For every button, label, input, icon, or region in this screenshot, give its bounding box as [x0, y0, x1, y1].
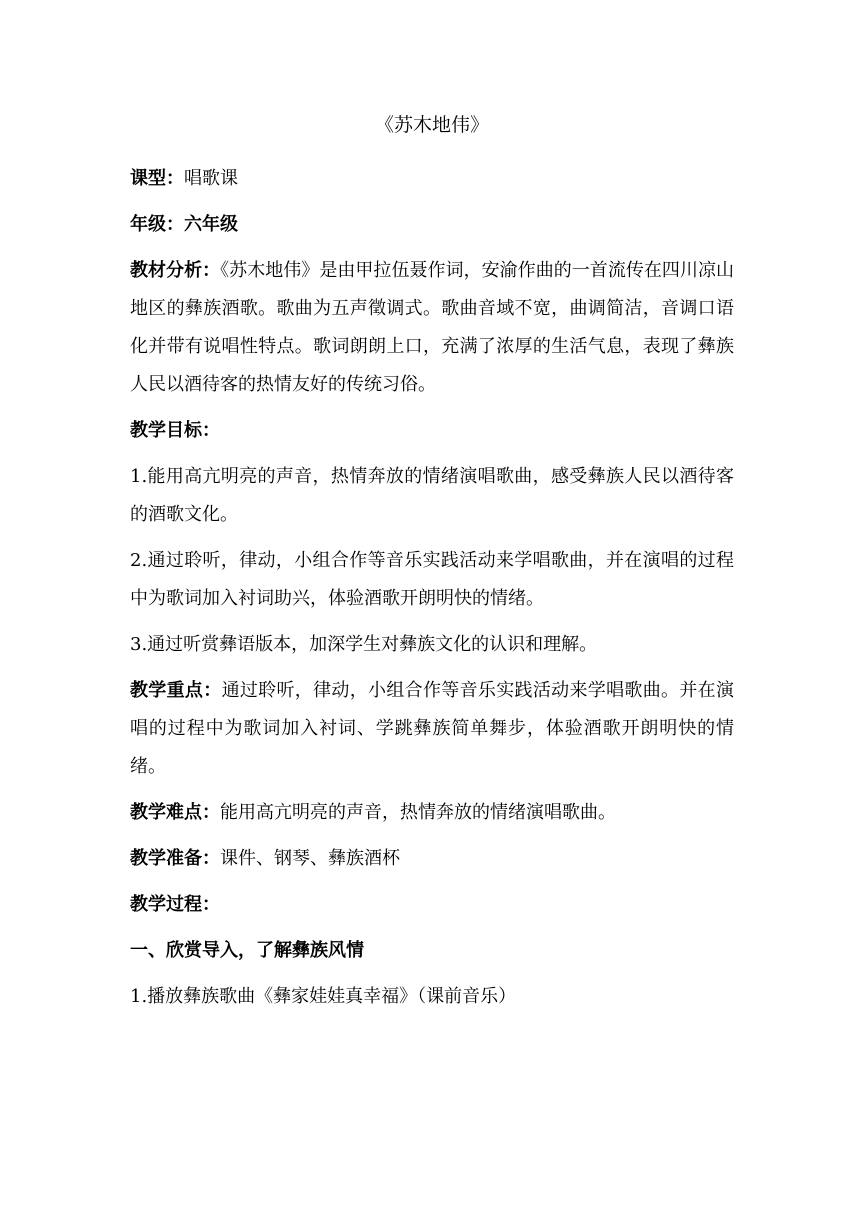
lesson-type-value: 唱歌课 — [184, 168, 238, 189]
section1-heading: 一、欣赏导入，了解彝族风情 — [130, 940, 364, 961]
difficulties-text: 能用高亢明亮的声音，热情奔放的情绪演唱歌曲。 — [220, 802, 616, 823]
document-title: 《苏木地伟》 — [374, 114, 489, 136]
analysis-paragraph — [130, 252, 734, 404]
preparation-text: 课件、钢琴、彝族酒杯 — [220, 848, 400, 869]
objectives-heading — [130, 412, 734, 450]
difficulties-paragraph — [130, 794, 734, 832]
key-points-label: 教学重点： — [130, 680, 222, 701]
grade-label: 年级： — [130, 214, 184, 235]
analysis-label: 教材分析： — [130, 260, 221, 281]
grade-line — [130, 206, 734, 244]
objective-item: 1.能用高亢明亮的声音，热情奔放的情绪演唱歌曲，感受彝族人民以酒待客的酒歌文化。 — [130, 466, 734, 525]
preparation-label: 教学准备： — [130, 848, 220, 869]
section1-item: 1.播放彝族歌曲《彝家娃娃真幸福》（课前音乐） — [130, 986, 517, 1007]
lesson-type-label: 课型： — [130, 168, 184, 189]
lesson-type-line — [130, 160, 734, 198]
grade-value: 六年级 — [184, 214, 238, 235]
process-heading — [130, 886, 734, 924]
objective-item: 3.通过听赏彝语版本，加深学生对彝族文化的认识和理解。 — [130, 634, 598, 655]
key-points-paragraph — [130, 672, 734, 786]
document-page — [130, 110, 734, 1024]
process-label: 教学过程： — [130, 894, 220, 915]
key-points-text: 通过聆听，律动，小组合作等音乐实践活动来学唱歌曲。并在演唱的过程中为歌词加入衬词、学跳彝族简单舞步，体验酒歌开朗明快的情绪。 — [130, 680, 734, 777]
analysis-text: 《苏木地伟》是由甲拉伍聂作词，安渝作曲的一首流传在四川凉山地区的彝族酒歌。歌曲为五声徵调式。歌曲音域不宽，曲调简洁，音调口语化并带有说唱性特点。歌词朗朗上口，充满了浓厚的生活气息，表现了彝族人民以酒待客的热情友好的传统习俗。 — [130, 260, 735, 395]
preparation-paragraph — [130, 840, 734, 878]
difficulties-label: 教学难点： — [130, 802, 220, 823]
objective-item: 2.通过聆听，律动，小组合作等音乐实践活动来学唱歌曲，并在演唱的过程中为歌词加入衬词助兴，体验酒歌开朗明快的情绪。 — [130, 550, 734, 609]
objectives-label: 教学目标： — [130, 420, 220, 441]
